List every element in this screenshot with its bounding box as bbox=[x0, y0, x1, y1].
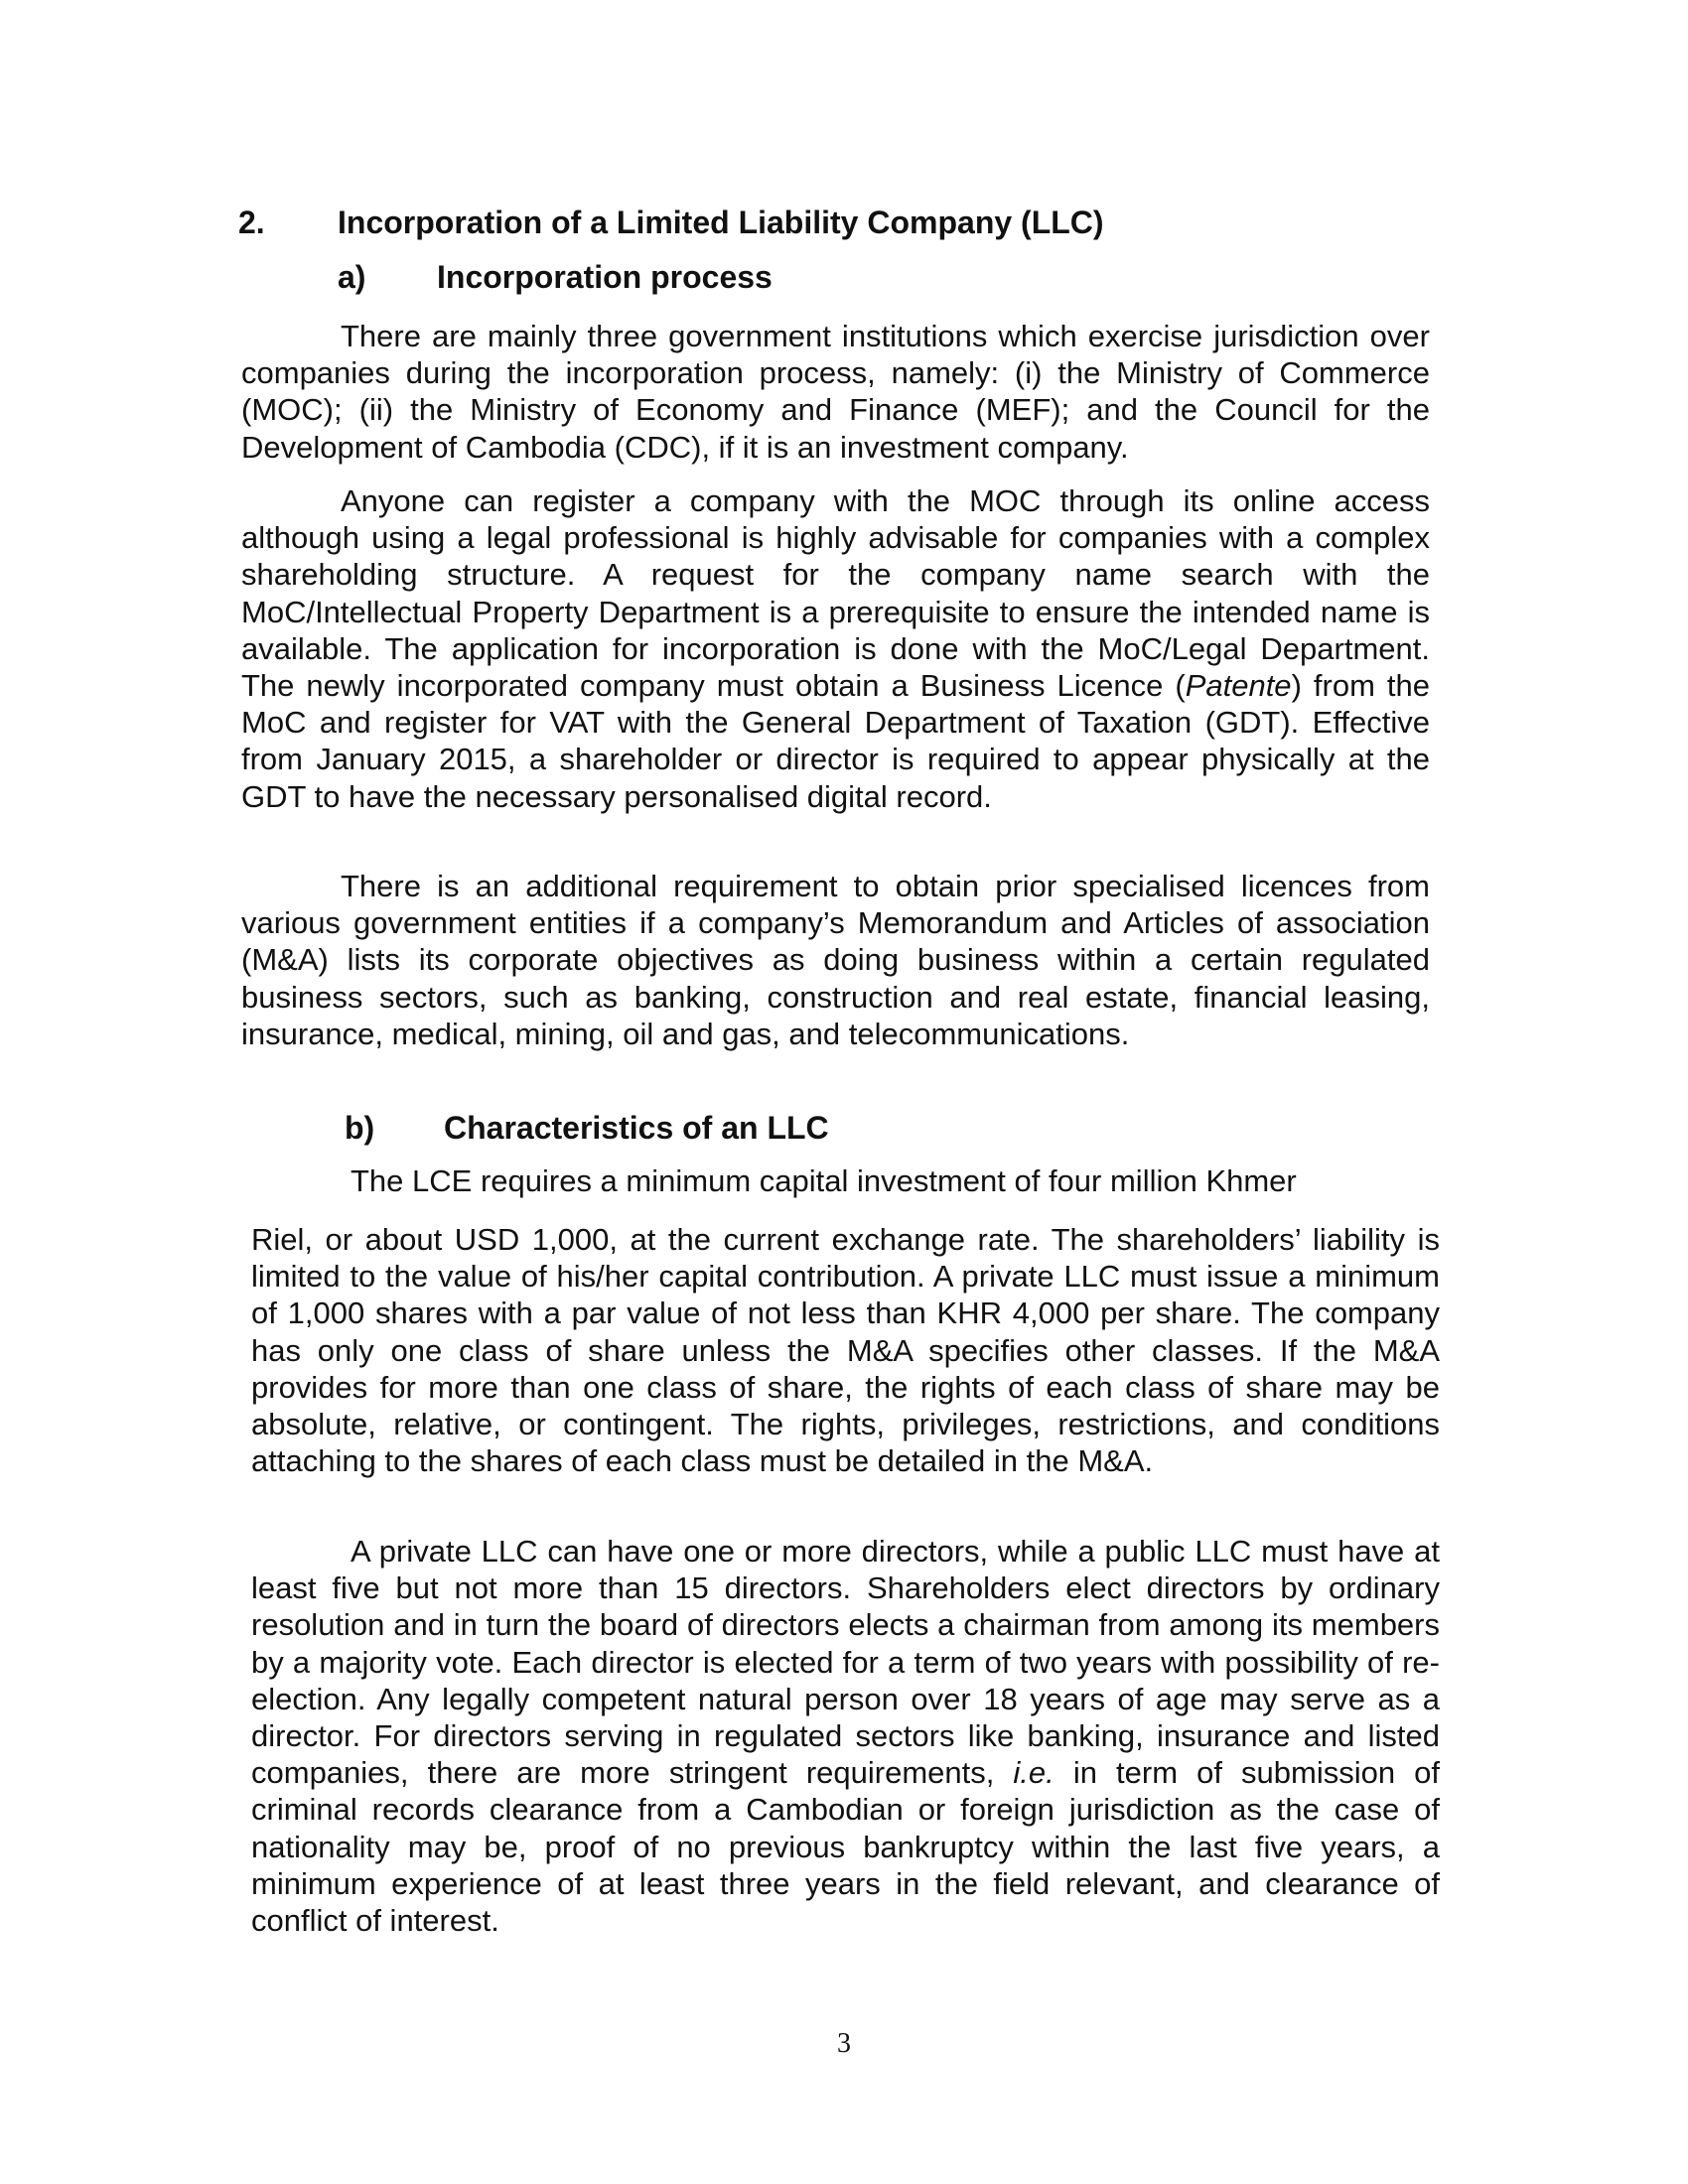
subsection-b-title: Characteristics of an LLC bbox=[444, 1110, 829, 1146]
paragraph-5-text-b: in term of submission of criminal records clearance from a Cambodian or foreign jurisdiction as the case of nationality may be, proof of no previous bankruptcy within the last five years, a minimum experience of at least three years in the field relevant, and clearance of conflict of interest. bbox=[251, 1755, 1440, 1939]
paragraph-2-text-b: ) from the MoC and register for VAT with the General Department of Taxation (GDT). Effective from January 2015, a shareholder or director is required to appear physically at the GDT to have the necessary personalised digital record. bbox=[241, 668, 1430, 814]
paragraph-1: There are mainly three government institutions which exercise jurisdiction over companies during the incorporation process, namely: (i) the Ministry of Commerce (MOC); (ii) the Ministry of Economy and Finance (MEF); and the Council for the Development of Cambodia (CDC), if it is an investment company. bbox=[241, 319, 1430, 465]
subsection-a-heading bbox=[338, 257, 773, 297]
page-number: 3 bbox=[837, 2028, 851, 2059]
subsection-a-title: Incorporation process bbox=[437, 259, 773, 295]
paragraph-2-italic: Patente bbox=[1185, 668, 1292, 704]
section-title: Incorporation of a Limited Liability Company (LLC) bbox=[338, 205, 1104, 240]
paragraph-4-first-line: The LCE requires a minimum capital investment of four million Khmer bbox=[351, 1163, 1297, 1198]
section-heading bbox=[238, 203, 1104, 242]
paragraph-3: There is an additional requirement to obtain prior specialised licences from various government entities if a company’s Memorandum and Articles of association (M&A) lists its corporate objectives as doing business within a certain regulated business sectors, such as banking, construction and real estate, financial leasing, insurance, medical, mining, oil and gas, and telecommunications. bbox=[241, 869, 1430, 1051]
paragraph-2 bbox=[241, 482, 1430, 815]
paragraph-5-text-a: A private LLC can have one or more directors, while a public LLC must have at least five but not more than 15 directors. Shareholders elect directors by ordinary resolution and in turn the board of directors elects a chairman from among its members by a majority vote. Each director is elected for a term of two years with possibility of re-election. Any legally competent natural person over 18 years of age may serve as a director. For directors serving in regulated sectors like banking, insurance and listed companies, there are more stringent requirements, bbox=[251, 1534, 1440, 1791]
paragraph-5-italic: i.e. bbox=[1013, 1755, 1055, 1791]
subsection-a-letter: a) bbox=[338, 259, 366, 295]
subsection-b-heading bbox=[345, 1108, 829, 1148]
paragraph-5 bbox=[251, 1533, 1440, 1939]
section-number: 2. bbox=[238, 205, 265, 240]
paragraph-2-text-a: Anyone can register a company with the MOC through its online access although using a legal professional is highly advisable for companies with a complex shareholding structure. A request for the company name search with the MoC/Intellectual Property Department is a prerequisite to ensure the intended name is available. The application for incorporation is done with the MoC/Legal Department. The newly incorporated company must obtain a Business Licence ( bbox=[241, 483, 1430, 704]
subsection-b-letter: b) bbox=[345, 1110, 375, 1146]
paragraph-4: Riel, or about USD 1,000, at the current exchange rate. The shareholders’ liability is limited to the value of his/her capital contribution. A private LLC must issue a minimum of 1,000 shares with a par value of not less than KHR 4,000 per share. The company has only one class of share unless the M&A specifies other classes. If the M&A provides for more than one class of share, the rights of each class of share may be absolute, relative, or contingent. The rights, privileges, restrictions, and conditions attaching to the shares of each class must be detailed in the M&A. bbox=[251, 1222, 1440, 1479]
